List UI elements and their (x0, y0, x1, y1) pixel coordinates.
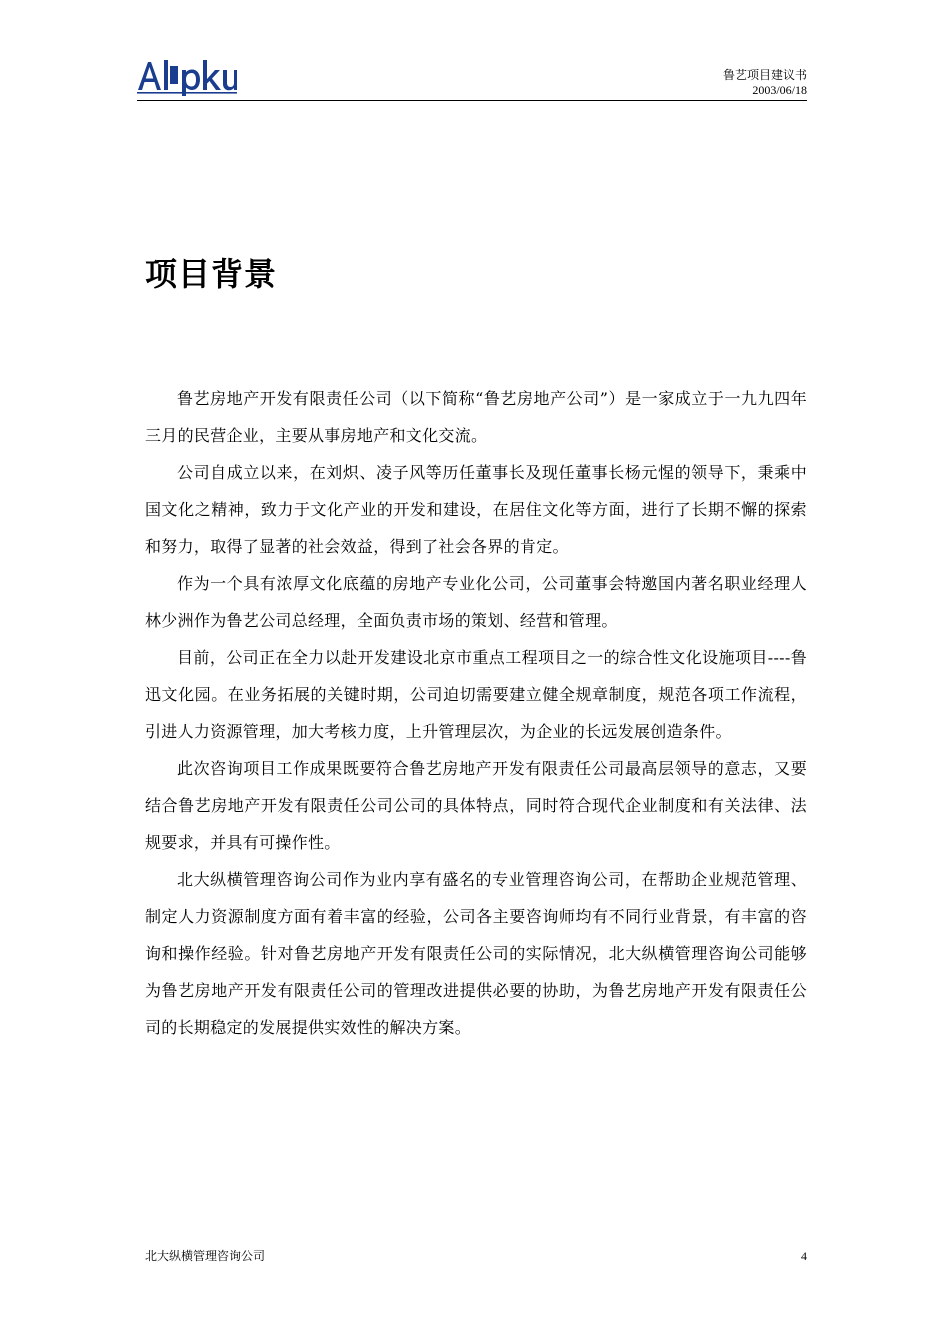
paragraph-3: 作为一个具有浓厚文化底蕴的房地产专业化公司，公司董事会特邀国内著名职业经理人林少洲作为鲁艺公司总经理，全面负责市场的策划、经营和管理。 (145, 574, 807, 630)
document-title: 鲁艺项目建议书 (722, 68, 807, 82)
paragraph-1: 鲁艺房地产开发有限责任公司（以下简称“鲁艺房地产公司”）是一家成立于一九九四年三月的民营企业，主要从事房地产和文化交流。 (145, 389, 807, 445)
header-meta (723, 68, 807, 98)
paragraph-6: 北大纵横管理咨询公司作为业内享有盛名的专业管理咨询公司，在帮助企业规范管理、制定人力资源制度方面有着丰富的经验，公司各主要咨询师均有不同行业背景，有丰富的咨询和操作经验。针对鲁艺房地产开发有限责任公司的实际情况，北大纵横管理咨询公司能够为鲁艺房地产开发有限责任公司的管理改进提供必要的协助，为鲁艺房地产开发有限责任公司的长期稳定的发展提供实效性的解决方案。 (145, 870, 807, 1037)
page-number: 4 (801, 1249, 807, 1263)
paragraph-5: 此次咨询项目工作成果既要符合鲁艺房地产开发有限责任公司最高层领导的意志，又要结合鲁艺房地产开发有限责任公司公司的具体特点，同时符合现代企业制度和有关法律、法规要求，并具有可操作性。 (145, 759, 807, 852)
document-date: 2003/06/18 (752, 83, 807, 97)
body-text (145, 380, 807, 1046)
alpku-logo (137, 52, 237, 98)
page-title: 项目背景 (145, 255, 278, 293)
paragraph-2: 公司自成立以来，在刘炽、凌子风等历任董事长及现任董事长杨元惺的领导下，秉乘中国文化之精神，致力于文化产业的开发和建设，在居住文化等方面，进行了长期不懈的探索和努力，取得了显著的社会效益，得到了社会各界的肯定。 (145, 463, 807, 556)
footer-company: 北大纵横管理咨询公司 (145, 1249, 266, 1263)
header-divider (137, 100, 807, 101)
paragraph-4: 目前，公司正在全力以赴开发建设北京市重点工程项目之一的综合性文化设施项目----鲁迅文化园。在业务拓展的关键时期，公司迫切需要建立健全规章制度，规范各项工作流程，引进人力资源管理，加大考核力度，上升管理层次，为企业的长远发展创造条件。 (145, 648, 807, 741)
